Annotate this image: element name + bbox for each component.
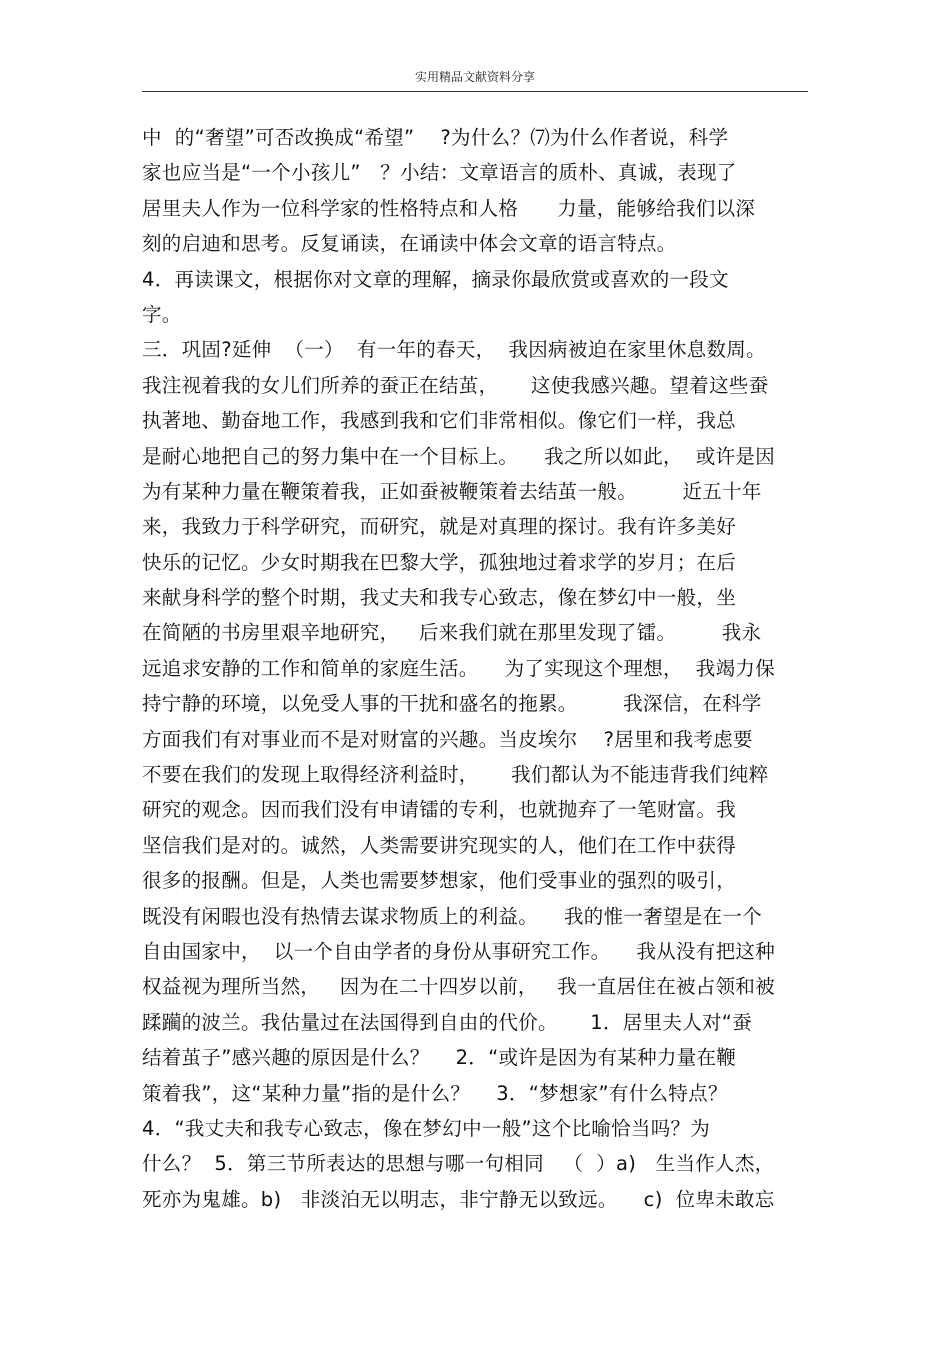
text-line: 字。 xyxy=(142,302,182,326)
text-line: 什么？ 5．第三节所表达的思想与哪一句相同 （ ）a) 生当作人杰， xyxy=(142,1152,775,1176)
text-line: 蹂躏的波兰。我估量过在法国得到自由的代价。 1．居里夫人对“蚕 xyxy=(142,1010,753,1034)
text-line: 中 的“奢望”可否改换成“希望” ?为什么？⑺为什么作者说，科学 xyxy=(142,126,729,149)
text-line: 不要在我们的发现上取得经济利益时， 我们都认为不能违背我们纯粹 xyxy=(142,763,769,787)
text-line: 4．再读课文，根据你对文章的理解，摘录你最欣赏或喜欢的一段文 xyxy=(142,267,729,291)
header-divider xyxy=(142,91,808,92)
text-line: 家也应当是“一个小孩儿” ？小结：文章语言的质朴、真诚，表现了 xyxy=(142,161,737,185)
text-line: 刻的启迪和思考。反复诵读，在诵读中体会文章的语言特点。 xyxy=(142,232,677,256)
text-line: 是耐心地把自己的努力集中在一个目标上。 我之所以如此， 或许是因 xyxy=(142,444,775,468)
text-line: 居里夫人作为一位科学家的性格特点和人格 力量，能够给我们以深 xyxy=(142,196,756,220)
page-header: 实用精品文献资料分享 xyxy=(414,70,535,84)
text-line: 4．“我丈夫和我专心致志，像在梦幻中一般”这个比喻恰当吗？为 xyxy=(142,1116,711,1140)
text-line: 执著地、勤奋地工作，我感到我和它们非常相似。像它们一样，我总 xyxy=(142,409,737,433)
text-line: 快乐的记忆。少女时期我在巴黎大学，孤独地过着求学的岁月；在后 xyxy=(142,550,737,574)
text-line: 权益视为理所当然， 因为在二十四岁以前， 我一直居住在被占领和被 xyxy=(142,975,775,999)
text-line: 方面我们有对事业而不是对财富的兴趣。当皮埃尔 ?居里和我考虑要 xyxy=(142,727,753,751)
text-line: 来献身科学的整个时期，我丈夫和我专心致志，像在梦幻中一般，坐 xyxy=(142,586,737,610)
text-line: 既没有闲暇也没有热情去谋求物质上的利益。 我的惟一奢望是在一个 xyxy=(142,904,762,928)
text-line: 我注视着我的女儿们所养的蚕正在结茧， 这使我感兴趣。望着这些蚕 xyxy=(142,373,769,397)
text-line: 死亦为鬼雄。b) 非淡泊无以明志，非宁静无以致远。 c) 位卑未敢忘 xyxy=(142,1187,775,1211)
text-line: 远追求安静的工作和简单的家庭生活。 为了实现这个理想， 我竭力保 xyxy=(142,656,775,680)
text-line: 自由国家中， 以一个自由学者的身份从事研究工作。 我从没有把这种 xyxy=(142,939,775,963)
text-line: 三．巩固?延伸 （一） 有一年的春天， 我因病被迫在家里休息数周。 xyxy=(142,338,766,362)
text-line: 很多的报酬。但是，人类也需要梦想家，他们受事业的强烈的吸引， xyxy=(142,869,737,893)
text-line: 结着茧子”感兴趣的原因是什么？ 2．“或许是因为有某种力量在鞭 xyxy=(142,1046,737,1070)
text-line: 在简陋的书房里艰辛地研究， 后来我们就在那里发现了镭。 我永 xyxy=(142,621,762,645)
text-line: 持宁静的环境，以免受人事的干扰和盛名的拖累。 我深信，在科学 xyxy=(142,692,762,716)
text-line: 研究的观念。因而我们没有申请镭的专利，也就抛弃了一笔财富。我 xyxy=(142,798,737,822)
text-line: 来，我致力于科学研究，而研究，就是对真理的探讨。我有许多美好 xyxy=(142,515,737,539)
text-line: 坚信我们是对的。诚然，人类需要讲究现实的人，他们在工作中获得 xyxy=(142,833,737,857)
text-line: 为有某种力量在鞭策着我，正如蚕被鞭策着去结茧一般。 近五十年 xyxy=(142,479,762,503)
document-body xyxy=(142,120,822,1217)
text-line: 策着我”，这“某种力量”指的是什么？ 3．“梦想家”有什么特点？ xyxy=(142,1081,728,1105)
